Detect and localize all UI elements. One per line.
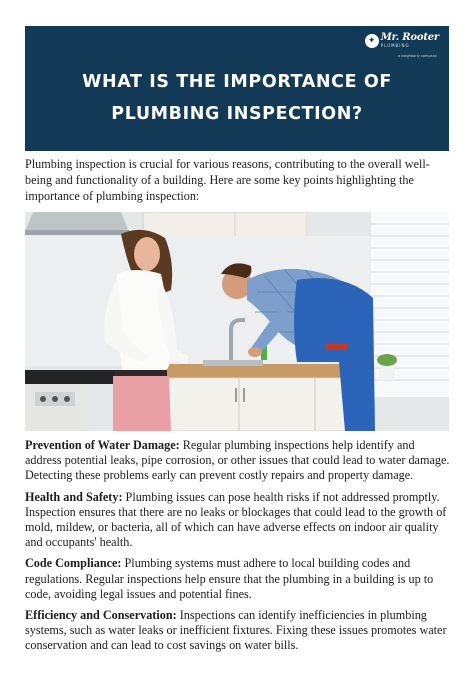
section-text: Plumbing issues can pose health risks if not addressed promptly. Inspection ensures that there are no leaks or blockages that could lead to the growth of mold, mildew, or bacteria, all of which can have adverse effects on indoor air quality and occupants' health.: [25, 489, 447, 550]
section-heading: Health and Safety:: [25, 489, 123, 504]
key-points: [25, 438, 451, 660]
logo-tagline: a neighborly company: [397, 54, 437, 58]
section-heading: Prevention of Water Damage:: [25, 438, 180, 452]
section-text: Regular plumbing inspections help identify and address potential leaks, pipe corrosion, or other issues that could lead to water damage. Detecting these problems early can prevent costly repairs and property damage.: [25, 438, 450, 483]
logo-name: Mr. Rooter: [380, 32, 439, 43]
section-heading: Efficiency and Conservation:: [25, 608, 177, 623]
kitchen-inspection-photo: [25, 212, 449, 431]
section-water-damage: [25, 438, 451, 484]
title-banner: [25, 26, 449, 151]
logo-subtext: PLUMBING: [380, 43, 410, 48]
page-title: WHAT IS THE IMPORTANCE OF PLUMBING INSPECTION?: [82, 72, 392, 124]
intro-paragraph: Plumbing inspection is crucial for various reasons, contributing to the overall well-being and functionality of a building. Here are some key points highlighting the importance of plumbing inspection:: [25, 157, 430, 203]
logo-badge-icon: ✦: [365, 34, 379, 48]
section-efficiency: [25, 608, 451, 654]
section-text: Inspections can identify inefficiencies in plumbing systems, such as water leaks or inefficient fixtures. Fixing these issues promotes water conservation and can lead to cost savings on water bills.: [25, 608, 447, 653]
brand-logo[interactable]: [365, 33, 439, 48]
section-code-compliance: [25, 556, 451, 602]
section-text: Plumbing systems must adhere to local building codes and regulations. Regular inspections help ensure that the plumbing in a building is up to code, avoiding legal issues and potential fines.: [25, 556, 434, 601]
section-health-safety: [25, 490, 451, 551]
section-heading: Code Compliance:: [25, 556, 122, 571]
